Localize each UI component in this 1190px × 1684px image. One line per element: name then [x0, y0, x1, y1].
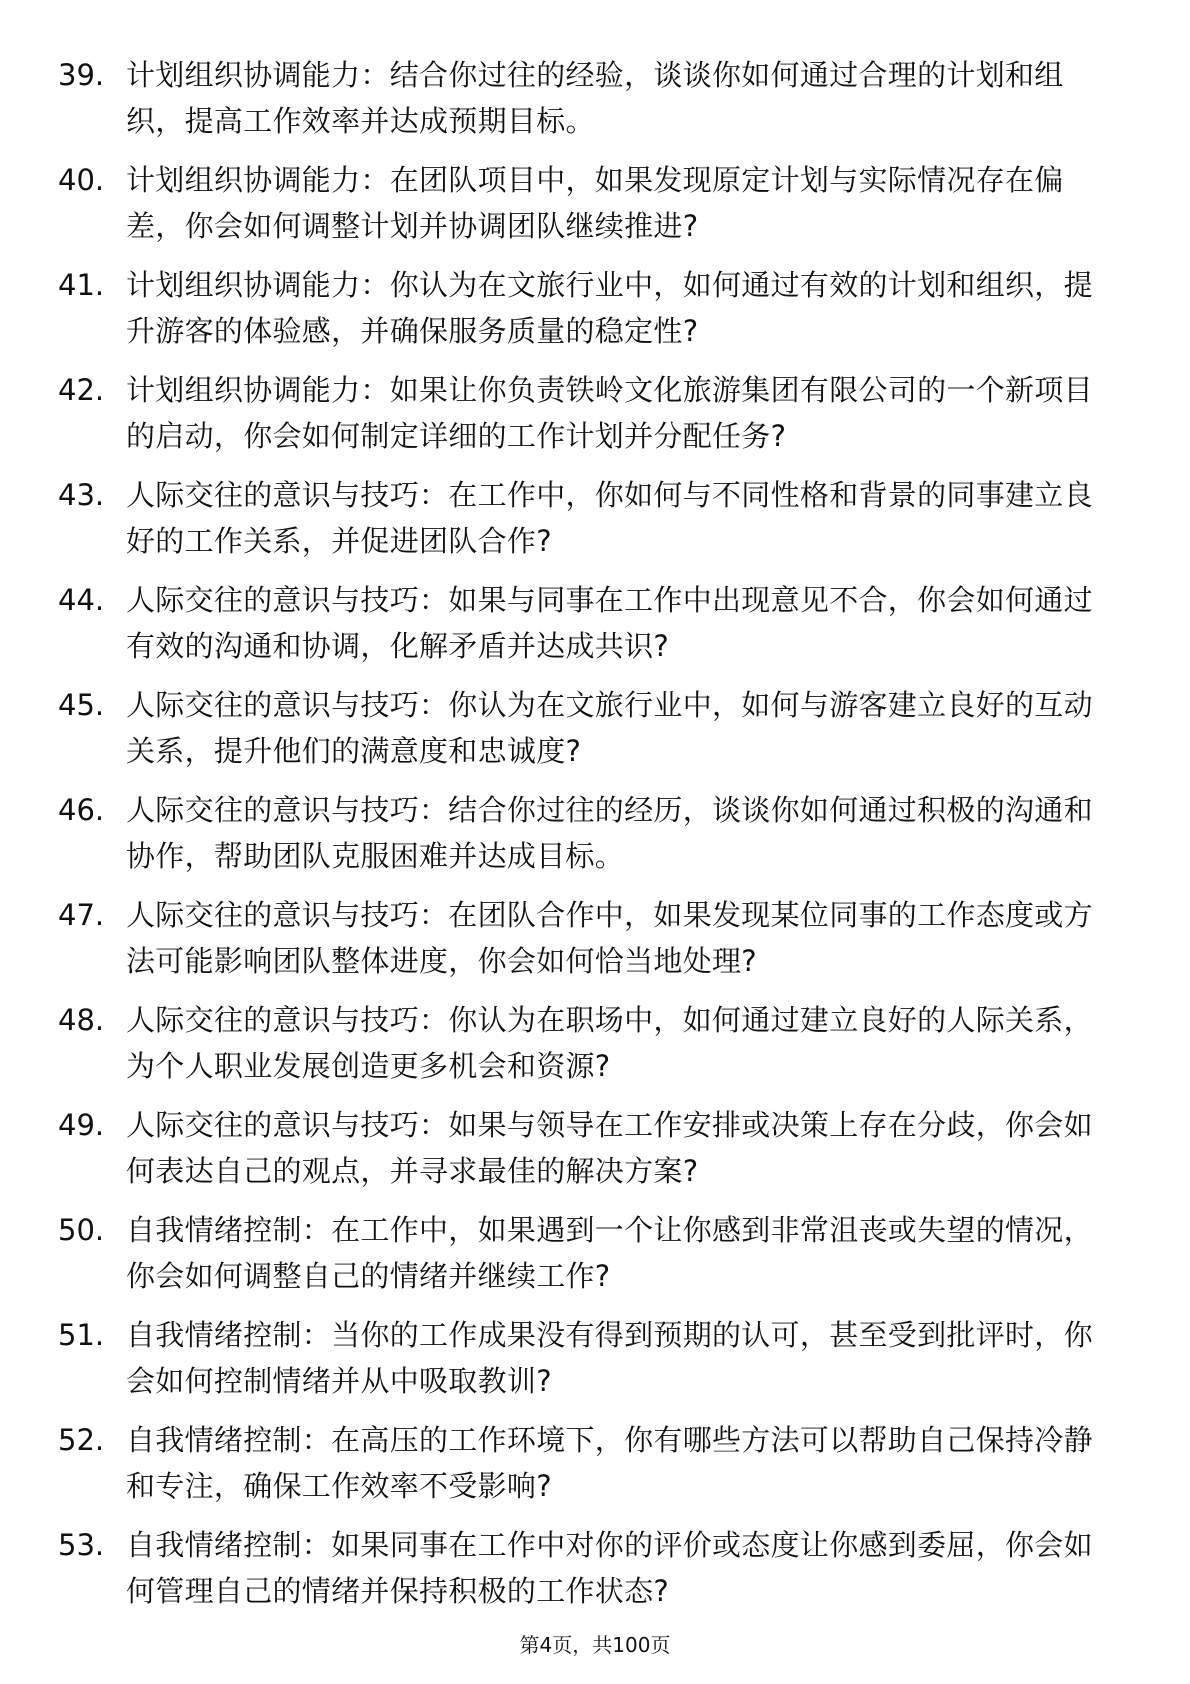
question-text: 人际交往的意识与技巧：在工作中，你如何与不同性格和背景的同事建立良好的工作关系，并促进团队合作? [126, 478, 1093, 558]
question-text: 人际交往的意识与技巧：在团队合作中，如果发现某位同事的工作态度或方法可能影响团队整体进度，你会如何恰当地处理? [126, 898, 1093, 978]
question-item [58, 52, 1118, 157]
question-number: 53. [58, 1528, 105, 1562]
question-item [58, 1522, 1118, 1627]
question-item [58, 1312, 1118, 1417]
question-item [58, 262, 1118, 367]
question-number: 41. [58, 268, 105, 302]
question-item [58, 367, 1118, 472]
question-number: 51. [58, 1318, 105, 1352]
question-item [58, 997, 1118, 1102]
question-item [58, 682, 1118, 787]
question-text: 人际交往的意识与技巧：如果与领导在工作安排或决策上存在分歧，你会如何表达自己的观点，并寻求最佳的解决方案? [126, 1108, 1093, 1188]
question-text: 自我情绪控制：在工作中，如果遇到一个让你感到非常沮丧或失望的情况，你会如何调整自己的情绪并继续工作? [126, 1213, 1093, 1293]
question-number: 39. [58, 58, 105, 92]
question-text: 自我情绪控制：当你的工作成果没有得到预期的认可，甚至受到批评时，你会如何控制情绪并从中吸取教训? [126, 1318, 1093, 1398]
page-number-label: 第4页，共100页 [519, 1633, 671, 1657]
question-number: 46. [58, 793, 105, 827]
question-number: 40. [58, 163, 105, 197]
question-number: 44. [58, 583, 105, 617]
question-text: 计划组织协调能力：你认为在文旅行业中，如何通过有效的计划和组织，提升游客的体验感，并确保服务质量的稳定性? [126, 268, 1093, 348]
question-item [58, 1417, 1118, 1522]
question-text: 计划组织协调能力：在团队项目中，如果发现原定计划与实际情况存在偏差，你会如何调整计划并协调团队继续推进? [126, 163, 1064, 243]
question-text: 人际交往的意识与技巧：你认为在职场中，如何通过建立良好的人际关系，为个人职业发展创造更多机会和资源? [126, 1003, 1093, 1083]
page-footer [0, 1632, 1190, 1658]
question-list [58, 52, 1118, 1627]
question-number: 48. [58, 1003, 105, 1037]
question-item [58, 1207, 1118, 1312]
question-number: 42. [58, 373, 105, 407]
question-text: 自我情绪控制：如果同事在工作中对你的评价或态度让你感到委屈，你会如何管理自己的情绪并保持积极的工作状态? [126, 1528, 1093, 1608]
question-text: 自我情绪控制：在高压的工作环境下，你有哪些方法可以帮助自己保持冷静和专注，确保工作效率不受影响? [126, 1423, 1093, 1503]
question-number: 43. [58, 478, 105, 512]
question-item [58, 1102, 1118, 1207]
question-number: 50. [58, 1213, 105, 1247]
question-text: 人际交往的意识与技巧：你认为在文旅行业中，如何与游客建立良好的互动关系，提升他们的满意度和忠诚度? [126, 688, 1093, 768]
question-text: 计划组织协调能力：如果让你负责铁岭文化旅游集团有限公司的一个新项目的启动，你会如何制定详细的工作计划并分配任务? [126, 373, 1093, 453]
question-text: 计划组织协调能力：结合你过往的经验，谈谈你如何通过合理的计划和组织，提高工作效率并达成预期目标。 [126, 58, 1064, 138]
question-item [58, 472, 1118, 577]
question-text: 人际交往的意识与技巧：如果与同事在工作中出现意见不合，你会如何通过有效的沟通和协调，化解矛盾并达成共识? [126, 583, 1093, 663]
question-item [58, 892, 1118, 997]
question-text: 人际交往的意识与技巧：结合你过往的经历，谈谈你如何通过积极的沟通和协作，帮助团队克服困难并达成目标。 [126, 793, 1093, 873]
question-item [58, 577, 1118, 682]
question-number: 45. [58, 688, 105, 722]
question-number: 49. [58, 1108, 105, 1142]
question-number: 52. [58, 1423, 105, 1457]
question-number: 47. [58, 898, 105, 932]
question-item [58, 157, 1118, 262]
question-item [58, 787, 1118, 892]
